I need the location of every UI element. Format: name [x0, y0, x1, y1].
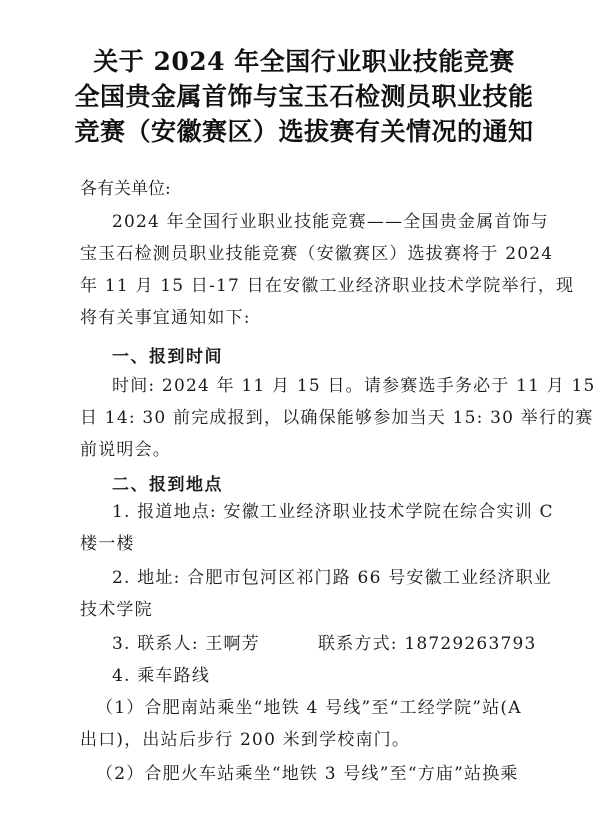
intro-line-4: 将有关事宜通知如下:	[80, 308, 251, 328]
transport-routes-heading: 4. 乘车路线	[112, 666, 211, 686]
intro-line-1: 2024 年全国行业职业技能竞赛——全国贵金属首饰与	[112, 212, 549, 232]
section-heading-registration-location: 二、报到地点	[112, 475, 223, 495]
section1-line-3: 前说明会。	[80, 440, 171, 460]
section1-line-1: 时间: 2024 年 11 月 15 日。请参赛选手务必于 11 月 15	[112, 376, 596, 396]
title-line-2: 全国贵金属首饰与宝玉石检测员职业技能	[74, 82, 534, 111]
location-item-1-line-2: 楼一楼	[80, 534, 135, 554]
location-item-1-line-1: 1. 报道地点: 安徽工业经济职业技术学院在综合实训 C	[112, 502, 554, 522]
intro-line-2: 宝玉石检测员职业技能竞赛（安徽赛区）选拔赛将于 2024	[80, 244, 554, 264]
route-2-line-1: （2）合肥火车站乘坐“地铁 3 号线”至“方庙”站换乘	[96, 764, 519, 784]
title-line-3: 竞赛（安徽赛区）选拔赛有关情况的通知	[74, 117, 534, 146]
address-line-2: 技术学院	[80, 600, 153, 620]
document-title	[0, 44, 608, 149]
route-1-line-1: （1）合肥南站乘坐“地铁 4 号线”至“工经学院”站(A	[96, 698, 522, 718]
contact-person: 3. 联系人: 王啊芳	[112, 634, 260, 654]
title-line-1: 关于 2024 年全国行业职业技能竞赛	[93, 47, 515, 76]
intro-line-3: 年 11 月 15 日-17 日在安徽工业经济职业技术学院举行，现	[80, 276, 575, 296]
section-heading-registration-time: 一、报到时间	[112, 347, 223, 367]
route-1-line-2: 出口)，出站后步行 200 米到学校南门。	[80, 730, 411, 750]
salutation: 各有关单位:	[80, 179, 171, 199]
contact-phone: 联系方式: 18729263793	[318, 634, 537, 654]
section1-line-2: 日 14: 30 前完成报到，以确保能够参加当天 15: 30 举行的赛	[80, 408, 594, 428]
address-line-1: 2. 地址: 合肥市包河区祁门路 66 号安徽工业经济职业	[112, 568, 552, 588]
